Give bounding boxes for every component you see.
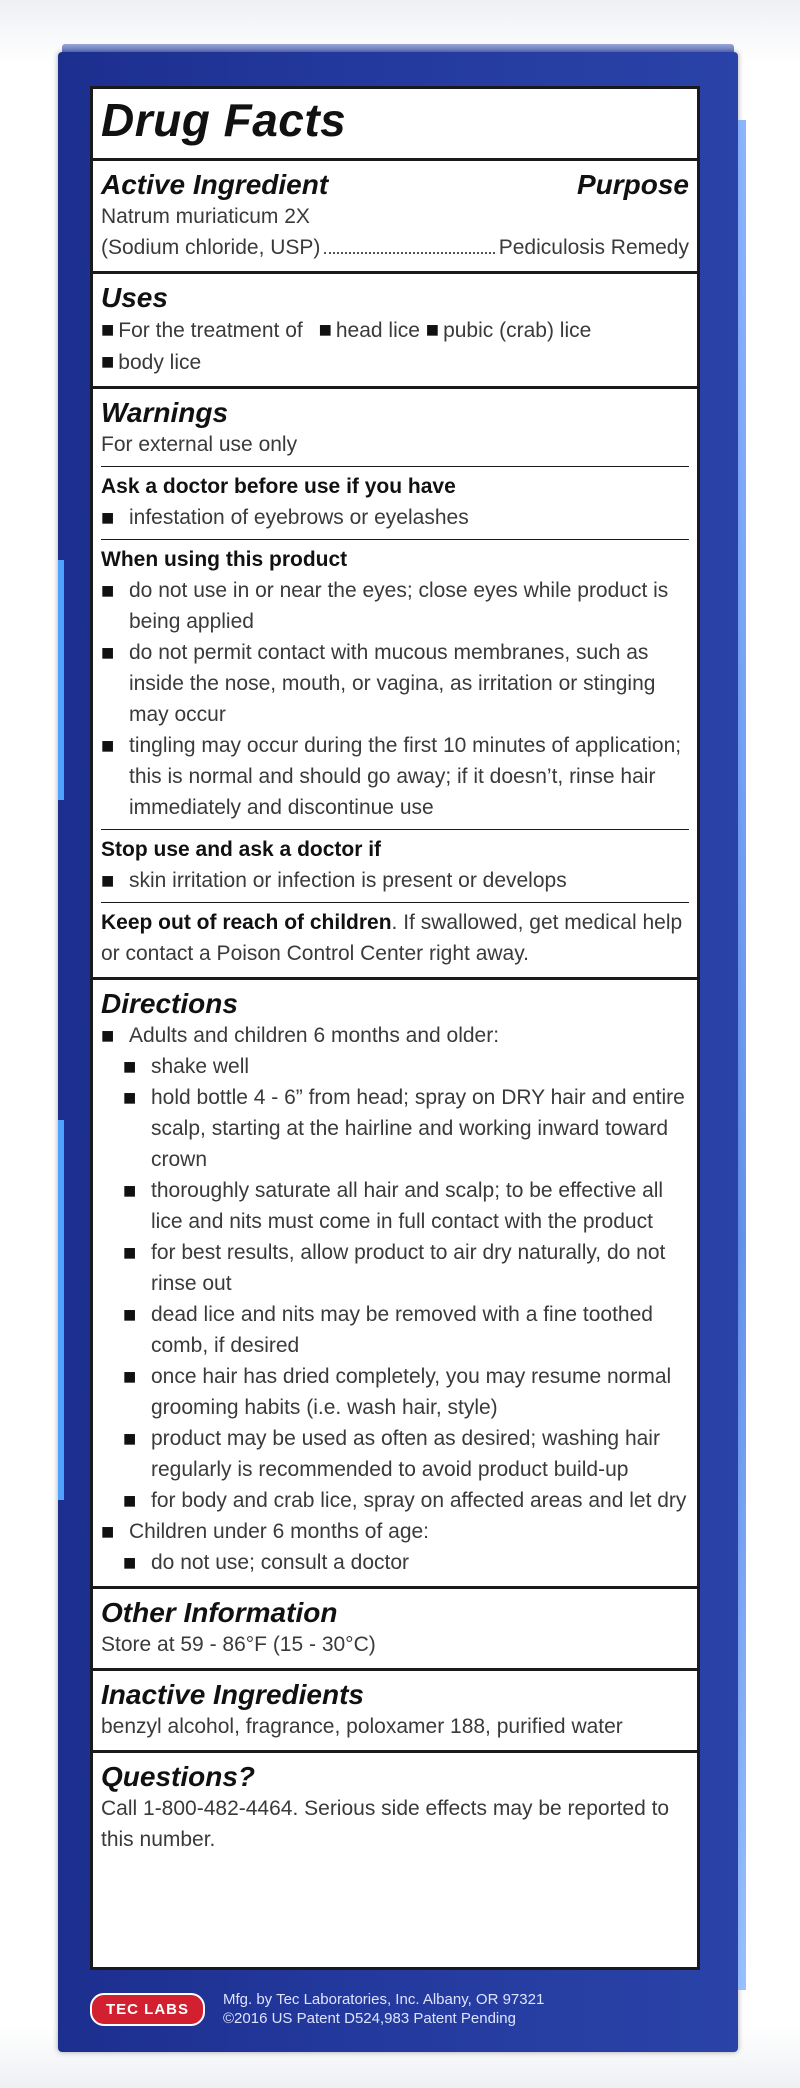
questions-heading: Questions? [101,1761,256,1792]
carton-accent [58,560,64,800]
stop-use-block [101,829,689,896]
active-ingredient-heading: Active Ingredient [101,169,329,200]
inactive-ingredients-text: benzyl alcohol, fragrance, poloxamer 188, purified water [101,1715,623,1738]
uses-heading: Uses [101,282,168,313]
directions-item: ■ once hair has dried completely, you may resume normal grooming habits (i.e. wash hair, style) [101,1361,689,1423]
ask-doctor-block [101,466,689,533]
inactive-ingredients-heading: Inactive Ingredients [101,1679,364,1710]
uses-item: head lice [335,319,420,342]
directions-adults: ■ Adults and children 6 months and older: [101,1020,689,1051]
bullet-icon: ■ [101,349,115,374]
directions-item: ■ for body and crab lice, spray on affected areas and let dry [101,1485,689,1516]
uses-intro: For the treatment of [118,319,303,342]
uses-item: pubic (crab) lice [443,319,592,342]
drug-facts-panel [90,86,700,1970]
directions-item: ■ product may be used as often as desired; washing hair regularly is recommended to avoid product build-up [101,1423,689,1485]
patent-text: ©2016 US Patent D524,983 Patent Pending [223,2010,516,2027]
when-using-item: ■ do not use in or near the eyes; close eyes while product is being applied [101,575,689,637]
carton-accent [58,1120,64,1500]
directions-children: ■ Children under 6 months of age: [101,1516,689,1547]
bullet-icon: ■ [425,317,440,342]
uses-item: body lice [118,351,202,374]
uses-section [93,274,697,389]
active-line-1: Natrum muriaticum 2X [101,205,310,228]
ask-doctor-heading: Ask a doctor before use if you have [101,475,456,498]
title-row [93,89,697,161]
purpose-heading: Purpose [576,169,689,200]
carton-stripe [738,120,746,1990]
keep-out-text: . If swallowed, get medical help or contact a Poison Control Center right away. [101,911,683,965]
active-heading-row [101,169,689,201]
questions-section [93,1753,697,1863]
when-using-item: ■ do not permit contact with mucous membranes, such as inside the nose, mouth, or vagina, as irritation or stinging may occur [101,637,689,730]
bullet-icon: ■ [101,317,115,342]
ask-doctor-item: ■ infestation of eyebrows or eyelashes [101,502,689,533]
directions-item: ■ do not use; consult a doctor [101,1547,689,1578]
active-ingredient-section [93,161,697,274]
tec-labs-logo: TEC LABS [90,1993,205,2026]
when-using-block [101,539,689,823]
directions-heading: Directions [101,988,238,1019]
directions-item: ■ shake well [101,1051,689,1082]
questions-text: Call 1-800-482-4464. Serious side effects may be reported to this number. [101,1797,670,1851]
directions-item: ■ dead lice and nits may be removed with a fine toothed comb, if desired [101,1299,689,1361]
stop-use-heading: Stop use and ask a doctor if [101,838,382,861]
manufacturer-info [223,1990,544,2028]
directions-item: ■ for best results, allow product to air dry naturally, do not rinse out [101,1237,689,1299]
other-information-text: Store at 59 - 86°F (15 - 30°C) [101,1633,376,1656]
keep-out-block [101,902,689,969]
uses-line-2 [101,346,689,378]
carton-footer [90,1984,700,2034]
when-using-heading: When using this product [101,548,348,571]
active-line-2-row [101,232,689,263]
inactive-ingredients-section [93,1671,697,1753]
drug-facts-title: Drug Facts [101,94,347,146]
active-line-2: (Sodium chloride, USP) [101,236,321,259]
other-information-heading: Other Information [101,1597,338,1628]
warnings-section [93,389,697,980]
other-information-section [93,1589,697,1671]
directions-item: ■ thoroughly saturate all hair and scalp; to be effective all lice and nits must come in full contact with the product [101,1175,689,1237]
keep-out-heading: Keep out of reach of children [101,911,392,934]
purpose-text: Pediculosis Remedy [498,236,689,259]
leader-dots [324,252,494,254]
directions-item: ■ hold bottle 4 - 6” from head; spray on DRY hair and entire scalp, starting at the hairline and working inward toward crown [101,1082,689,1175]
bullet-icon: ■ [318,317,332,342]
uses-line-1 [101,314,689,346]
stop-use-item: ■ skin irritation or infection is present or develops [101,865,689,896]
warnings-heading: Warnings [101,397,229,428]
manufacturer-text: Mfg. by Tec Laboratories, Inc. Albany, OR 97321 [223,1991,545,2008]
external-use-text: For external use only [101,433,298,456]
directions-section [93,980,697,1589]
when-using-item: ■ tingling may occur during the first 10 minutes of application; this is normal and should go away; if it doesn’t, rinse hair immediately and discontinue use [101,730,689,823]
